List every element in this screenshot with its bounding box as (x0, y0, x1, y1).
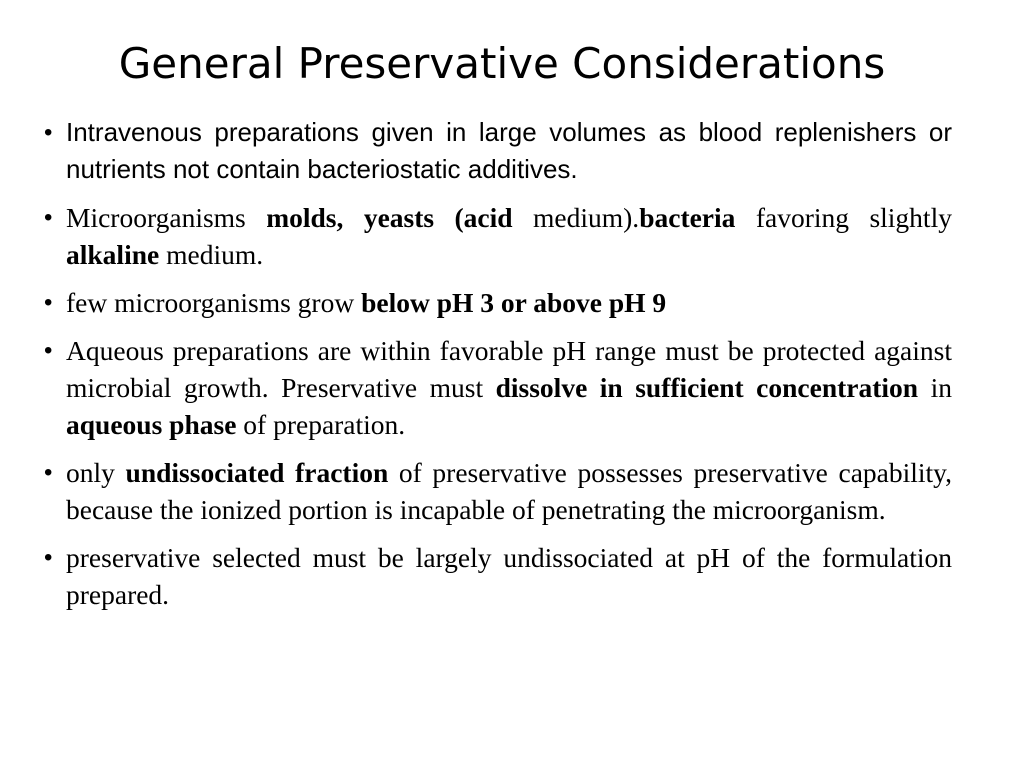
bullet-text-segment: of preparation. (236, 409, 406, 440)
bullet-list (44, 114, 952, 624)
bullet-intravenous (44, 114, 952, 188)
bullet-marker: • (44, 204, 53, 231)
bullet-selection (44, 539, 952, 613)
bullet-ph-range (44, 284, 952, 321)
bullet-text-segment: only (66, 457, 126, 488)
bullet-text-segment: preservative selected must be largely undissociated at pH of the formulation prepared. (66, 542, 952, 610)
bullet-marker: • (44, 337, 53, 364)
bullet-marker: • (44, 459, 53, 486)
bullet-text-segment: favoring slightly (735, 202, 952, 233)
bullet-aqueous (44, 332, 952, 443)
bullet-bold-segment: undissociated fraction (125, 457, 389, 488)
bullet-text-segment: Aqueous preparations are within favorable pH range must be protected against microbial growth. Preservative must (66, 335, 952, 403)
bullet-bold-segment: alkaline (66, 239, 160, 270)
bullet-text-segment: medium. (159, 239, 264, 270)
bullet-text-segment: in (918, 372, 953, 403)
bullet-marker: • (44, 289, 53, 316)
bullet-text (66, 199, 952, 273)
bullet-text-segment: Intravenous preparations given in large volumes as blood replenishers or nutrients not contain bacteriostatic additives. (66, 117, 952, 184)
bullet-text-segment: Microorganisms (66, 202, 267, 233)
bullet-text-segment: of preservative possesses preservative capability, because the ionized portion is incapable of penetrating the microorganism. (66, 457, 953, 525)
bullet-marker: • (44, 544, 53, 571)
slide-title: General Preservative Considerations (118, 39, 886, 88)
bullet-text (66, 114, 952, 188)
bullet-undissociated (44, 454, 952, 528)
bullet-bold-segment: below pH 3 or above pH 9 (361, 287, 667, 318)
bullet-bold-segment: bacteria (639, 202, 736, 233)
bullet-bold-segment: aqueous phase (66, 409, 237, 440)
bullet-text (66, 454, 952, 528)
bullet-marker: • (44, 119, 53, 146)
bullet-microorganisms (44, 199, 952, 273)
bullet-text-segment: few microorganisms grow (66, 287, 362, 318)
bullet-bold-segment: dissolve in sufficient concentration (495, 372, 919, 403)
bullet-text (66, 332, 952, 443)
bullet-text-segment: medium). (512, 202, 640, 233)
bullet-text (66, 284, 952, 321)
bullet-bold-segment: molds, yeasts (acid (266, 202, 513, 233)
bullet-text (66, 539, 952, 613)
